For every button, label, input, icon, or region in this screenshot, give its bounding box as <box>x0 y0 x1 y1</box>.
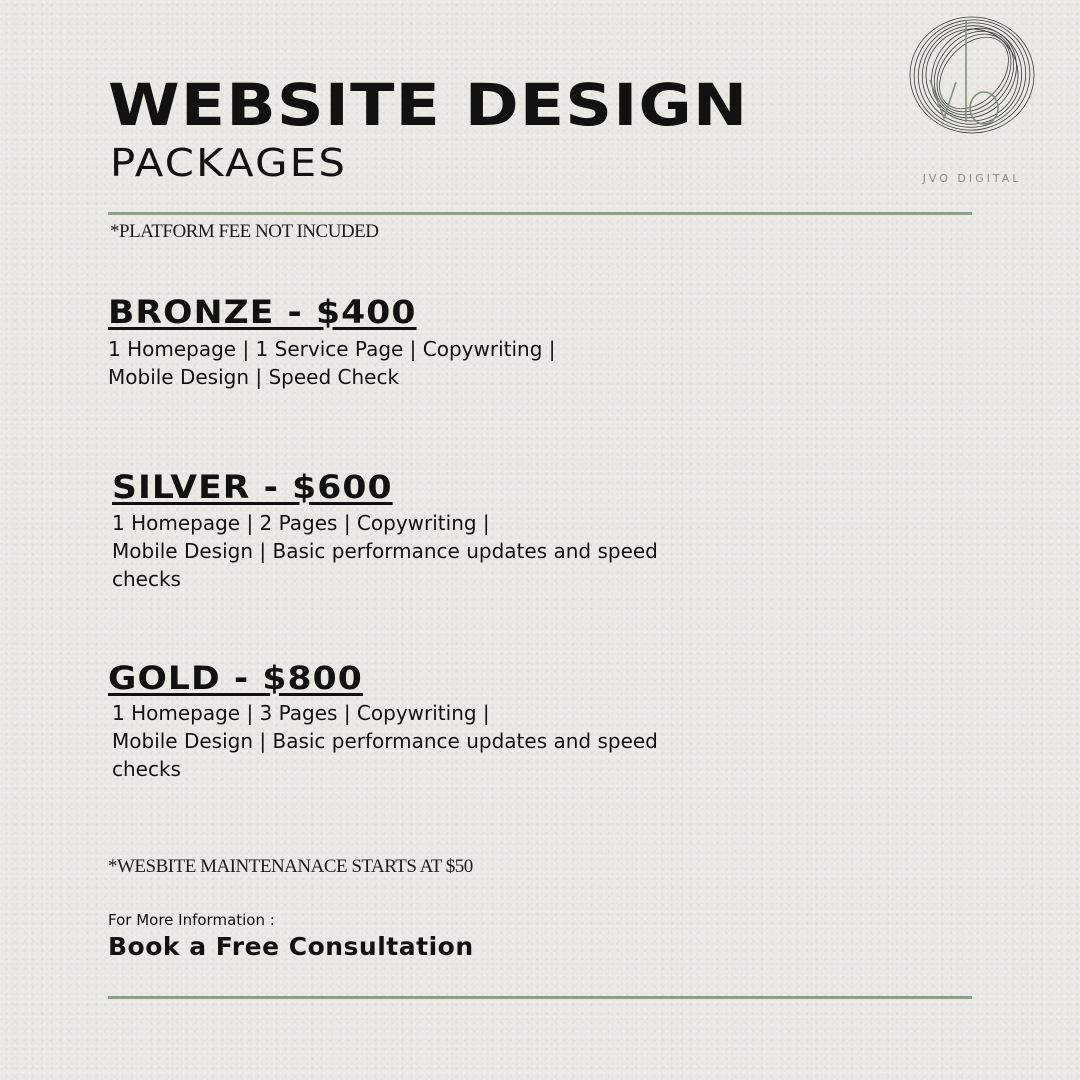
page-subtitle: PACKAGES <box>110 141 348 185</box>
package-line: Mobile Design | Basic performance updates and speed <box>112 729 658 753</box>
package-line: checks <box>112 567 181 591</box>
brand-name: JVO DIGITAL <box>922 172 1022 185</box>
more-info-label: For More Information : <box>108 911 275 929</box>
package-line: Mobile Design | Basic performance updates and speed <box>112 539 658 563</box>
page-title: WEBSITE DESIGN <box>108 71 749 139</box>
jvo-logo-icon <box>896 10 1048 140</box>
package-description-silver <box>112 509 658 593</box>
package-line: checks <box>112 757 181 781</box>
maintenance-note: *WESBITE MAINTENANACE STARTS AT $50 <box>108 856 473 877</box>
package-line: 1 Homepage | 1 Service Page | Copywriting | <box>108 337 556 361</box>
package-line: 1 Homepage | 3 Pages | Copywriting | <box>112 701 490 725</box>
package-title-silver: SILVER - $600 <box>112 468 393 506</box>
top-divider <box>108 212 972 215</box>
package-line: 1 Homepage | 2 Pages | Copywriting | <box>112 511 490 535</box>
package-description-bronze <box>108 335 556 391</box>
package-title-bronze: BRONZE - $400 <box>108 293 417 331</box>
book-consultation-link[interactable]: Book a Free Consultation <box>108 932 474 961</box>
package-title-gold: GOLD - $800 <box>108 659 363 697</box>
platform-fee-note: *PLATFORM FEE NOT INCUDED <box>110 221 379 242</box>
package-description-gold <box>112 699 658 783</box>
bottom-divider <box>108 996 972 999</box>
package-line: Mobile Design | Speed Check <box>108 365 400 389</box>
